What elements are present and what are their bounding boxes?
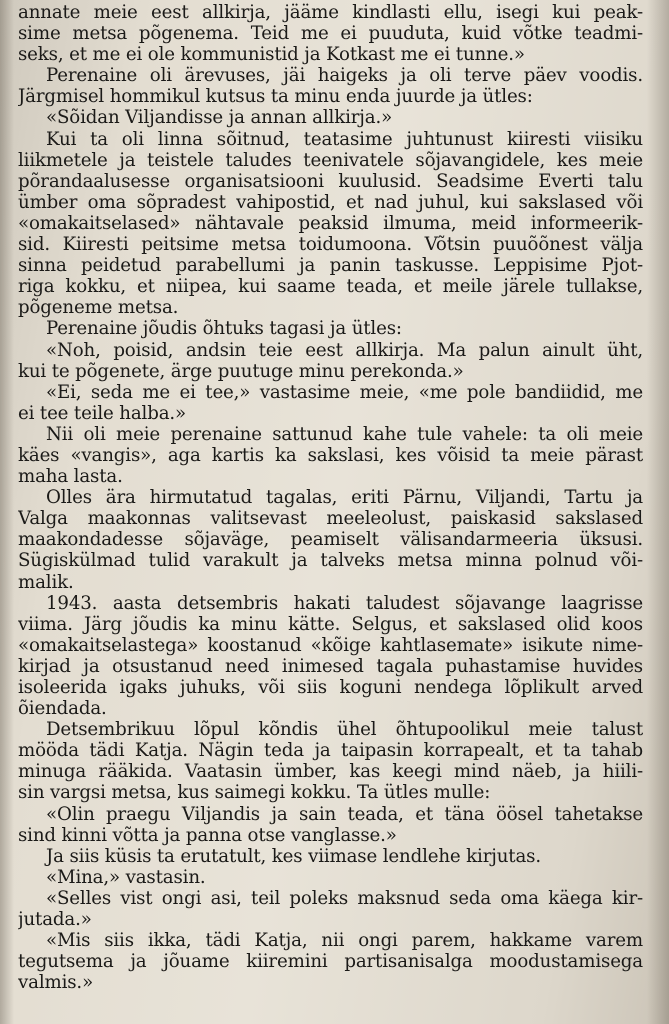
text-line: Valga maakonnas valitsevast meeleolust, paiskasid sakslased bbox=[18, 508, 643, 530]
text-line: isoleerida igaks juhuks, või siis koguni nendega lõplikult arved bbox=[18, 677, 643, 698]
text-line: maakondadesse sõjaväge, peamiselt välisandarmeeria üksusi. bbox=[18, 529, 643, 551]
text-line: viima. Järg jõudis ka minu kätte. Selgus, et sakslased olid koos bbox=[18, 613, 643, 635]
text-line: «Mina,» vastasin. bbox=[46, 866, 206, 888]
text-line: Olles ära hirmutatud tagalas, eriti Pärnu, Viljandi, Tartu ja bbox=[46, 487, 643, 509]
text-line: seks, et me ei ole kommunistid ja Kotkast me ei tunne.» bbox=[18, 44, 525, 66]
text-line: põgeneme metsa. bbox=[18, 297, 179, 319]
text-line: mööda tädi Katja. Nägin teda ja taipasin korrapealt, et ta tahab bbox=[18, 740, 643, 762]
text-line: kirjad ja otsustanud need inimesed tagala puhastamise huvides bbox=[18, 655, 643, 677]
text-line: sid. Kiiresti peitsime metsa toidumoona. Võtsin puuõõnest välja bbox=[18, 234, 643, 256]
text-line: kui te põgenete, ärge puutuge minu perekonda.» bbox=[18, 360, 464, 382]
text-line: «Selles vist ongi asi, teil poleks maksnud seda oma käega kir- bbox=[46, 887, 643, 909]
text-line: Nii oli meie perenaine sattunud kahe tule vahele: ta oli meie bbox=[46, 423, 643, 445]
text-line: «Sõidan Viljandisse ja annan allkirja.» bbox=[46, 107, 393, 129]
text-line: jutada.» bbox=[18, 909, 92, 931]
text-line: «Noh, poisid, andsin teie eest allkirja. Ma palun ainult üht, bbox=[46, 339, 643, 361]
text-line: Perenaine jõudis õhtuks tagasi ja ütles: bbox=[46, 318, 402, 340]
page-edge-shadow bbox=[647, 0, 669, 1024]
text-line: sinna peidetud parabellumi ja panin taskusse. Leppisime Pjot- bbox=[18, 255, 643, 277]
text-line: «Ei, seda me ei tee,» vastasime meie, «me pole bandiidid, me bbox=[46, 381, 643, 403]
text-line: Detsembrikuu lõpul kõndis ühel õhtupoolikul meie talust bbox=[46, 719, 643, 741]
text-line: käes «vangis», aga kartis ka sakslasi, kes võisid ta meie pärast bbox=[18, 444, 643, 466]
text-line: minuga rääkida. Vaatasin ümber, kas keegi mind näeb, ja hiili- bbox=[18, 761, 643, 783]
text-line: «Mis siis ikka, tädi Katja, nii ongi parem, hakkame varem bbox=[46, 930, 643, 952]
text-line: sind kinni võtta ja panna otse vanglasse.» bbox=[18, 824, 397, 846]
text-line: malik. bbox=[18, 571, 74, 593]
text-line: riga kokku, et niipea, kui saame teada, et meile järele tullakse, bbox=[18, 276, 643, 298]
text-line: ümber oma sõpradest vahipostid, et nad juhul, kui sakslased või bbox=[18, 191, 643, 213]
text-line: sin vargsi metsa, kus saimegi kokku. Ta ütles mulle: bbox=[18, 782, 491, 804]
text-line: Perenaine oli ärevuses, jäi haigeks ja oli terve päev voodis. bbox=[46, 65, 643, 87]
text-line: annate meie eest allkirja, jääme kindlasti ellu, isegi kui peak- bbox=[18, 2, 643, 23]
text-line: Kui ta oli linna sõitnud, teatasime juhtunust kiiresti viisiku bbox=[46, 128, 643, 150]
text-line: Sügiskülmad tulid varakult ja talveks metsa minna polnud või- bbox=[18, 550, 643, 572]
text-line: «omakaitselased» nähtavale peaksid ilmuma, meid informeerik- bbox=[18, 212, 643, 234]
page-text bbox=[18, 2, 643, 993]
text-line: liikmetele ja teistele taludes teenivatele sõjavangidele, kes meie bbox=[18, 149, 643, 171]
text-line: «omakaitselastega» koostanud «kõige kahtlasemate» isikute nime- bbox=[18, 634, 643, 656]
page-gutter-shadow bbox=[0, 0, 14, 1024]
text-line: põrandaalusesse organisatsiooni kuulusid. Seadsime Everti talu bbox=[18, 170, 643, 192]
text-line: ei tee teile halba.» bbox=[18, 402, 186, 424]
text-line: Ja siis küsis ta erutatult, kes viimase lendlehe kirjutas. bbox=[46, 845, 541, 867]
text-line: õiendada. bbox=[18, 698, 107, 720]
text-line: «Olin praegu Viljandis ja sain teada, et täna öösel tahetakse bbox=[46, 803, 643, 825]
text-line: maha lasta. bbox=[18, 466, 123, 488]
text-line: 1943. aasta detsembris hakati taludest sõjavange laagrisse bbox=[46, 592, 643, 614]
text-line: sime metsa põgenema. Teid me ei puuduta, kuid võtke teadmi- bbox=[18, 23, 643, 45]
text-line: tegutsema ja jõuame kiiremini partisanisalga moodustamisega bbox=[18, 951, 643, 973]
text-line: Järgmisel hommikul kutsus ta minu enda juurde ja ütles: bbox=[18, 86, 533, 108]
text-line: valmis.» bbox=[18, 972, 94, 994]
